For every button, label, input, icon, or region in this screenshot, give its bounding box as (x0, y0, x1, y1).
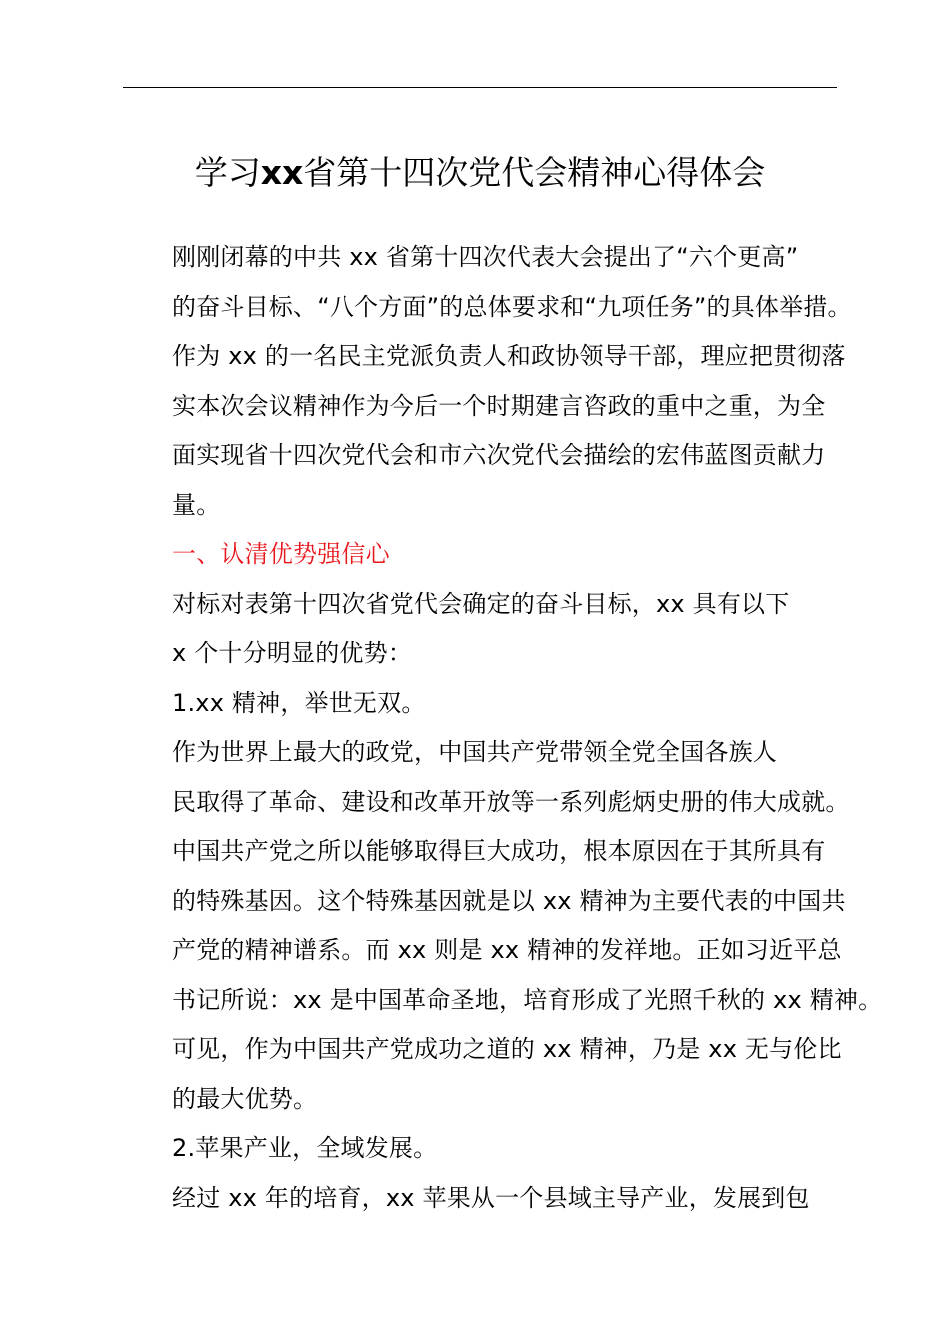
text-line: 一、认清优势强信心 (172, 540, 390, 568)
body-paragraph (123, 1124, 837, 1174)
text-line: 刚刚闭幕的中共 xx 省第十四次代表大会提出了“六个更高” (172, 243, 799, 271)
text-line: 民取得了革命、建设和改革开放等一系列彪炳史册的伟大成就。 (172, 787, 850, 816)
text-line: 中国共产党之所以能够取得巨大成功，根本原因在于其所具有 (172, 837, 826, 865)
body-paragraph (123, 679, 837, 729)
text-line: 的奋斗目标、“八个方面”的总体要求和“九项任务”的具体举措。 (172, 292, 852, 321)
document-body (123, 233, 883, 1223)
text-line: 对标对表第十四次省党代会确定的奋斗目标，xx 具有以下 (172, 589, 790, 618)
text-line: 2.苹果产业，全域发展。 (172, 1134, 438, 1162)
body-paragraph (123, 580, 837, 679)
text-line: 经过 xx 年的培育，xx 苹果从一个县域主导产业，发展到包 (172, 1183, 810, 1212)
text-line: 的特殊基因。这个特殊基因就是以 xx 精神为主要代表的中国共 (172, 886, 846, 915)
text-line: 实本次会议精神作为今后一个时期建言咨政的重中之重，为全 (172, 391, 826, 420)
text-line: 书记所说：xx 是中国革命圣地，培育形成了光照千秋的 xx 精神。 (172, 985, 883, 1014)
section-heading (123, 530, 837, 580)
header-rule (123, 87, 837, 88)
title-bold-placeholder: xx (260, 153, 304, 192)
text-line: 作为世界上最大的政党，中国共产党带领全党全国各族人 (172, 738, 777, 766)
text-line: 可见，作为中国共产党成功之道的 xx 精神，乃是 xx 无与伦比 (172, 1035, 842, 1063)
title-prefix: 学习 (194, 153, 261, 192)
text-line: 量。 (172, 490, 221, 519)
document-title (123, 150, 837, 196)
title-suffix: 省第十四次党代会精神心得体会 (303, 153, 766, 192)
text-line: 面实现省十四次党代会和市六次党代会描绘的宏伟蓝图贡献力 (172, 441, 826, 469)
text-line: 产党的精神谱系。而 xx 则是 xx 精神的发祥地。正如习近平总 (172, 936, 842, 964)
body-paragraph (123, 728, 883, 1124)
text-line: 的最大优势。 (172, 1084, 318, 1113)
text-line: 1.xx 精神，举世无双。 (172, 688, 426, 717)
text-line: 作为 xx 的一名民主党派负责人和政协领导干部，理应把贯彻落 (172, 342, 846, 370)
body-paragraph (123, 233, 852, 530)
text-line: x 个十分明显的优势： (172, 639, 413, 667)
body-paragraph (123, 1174, 837, 1224)
